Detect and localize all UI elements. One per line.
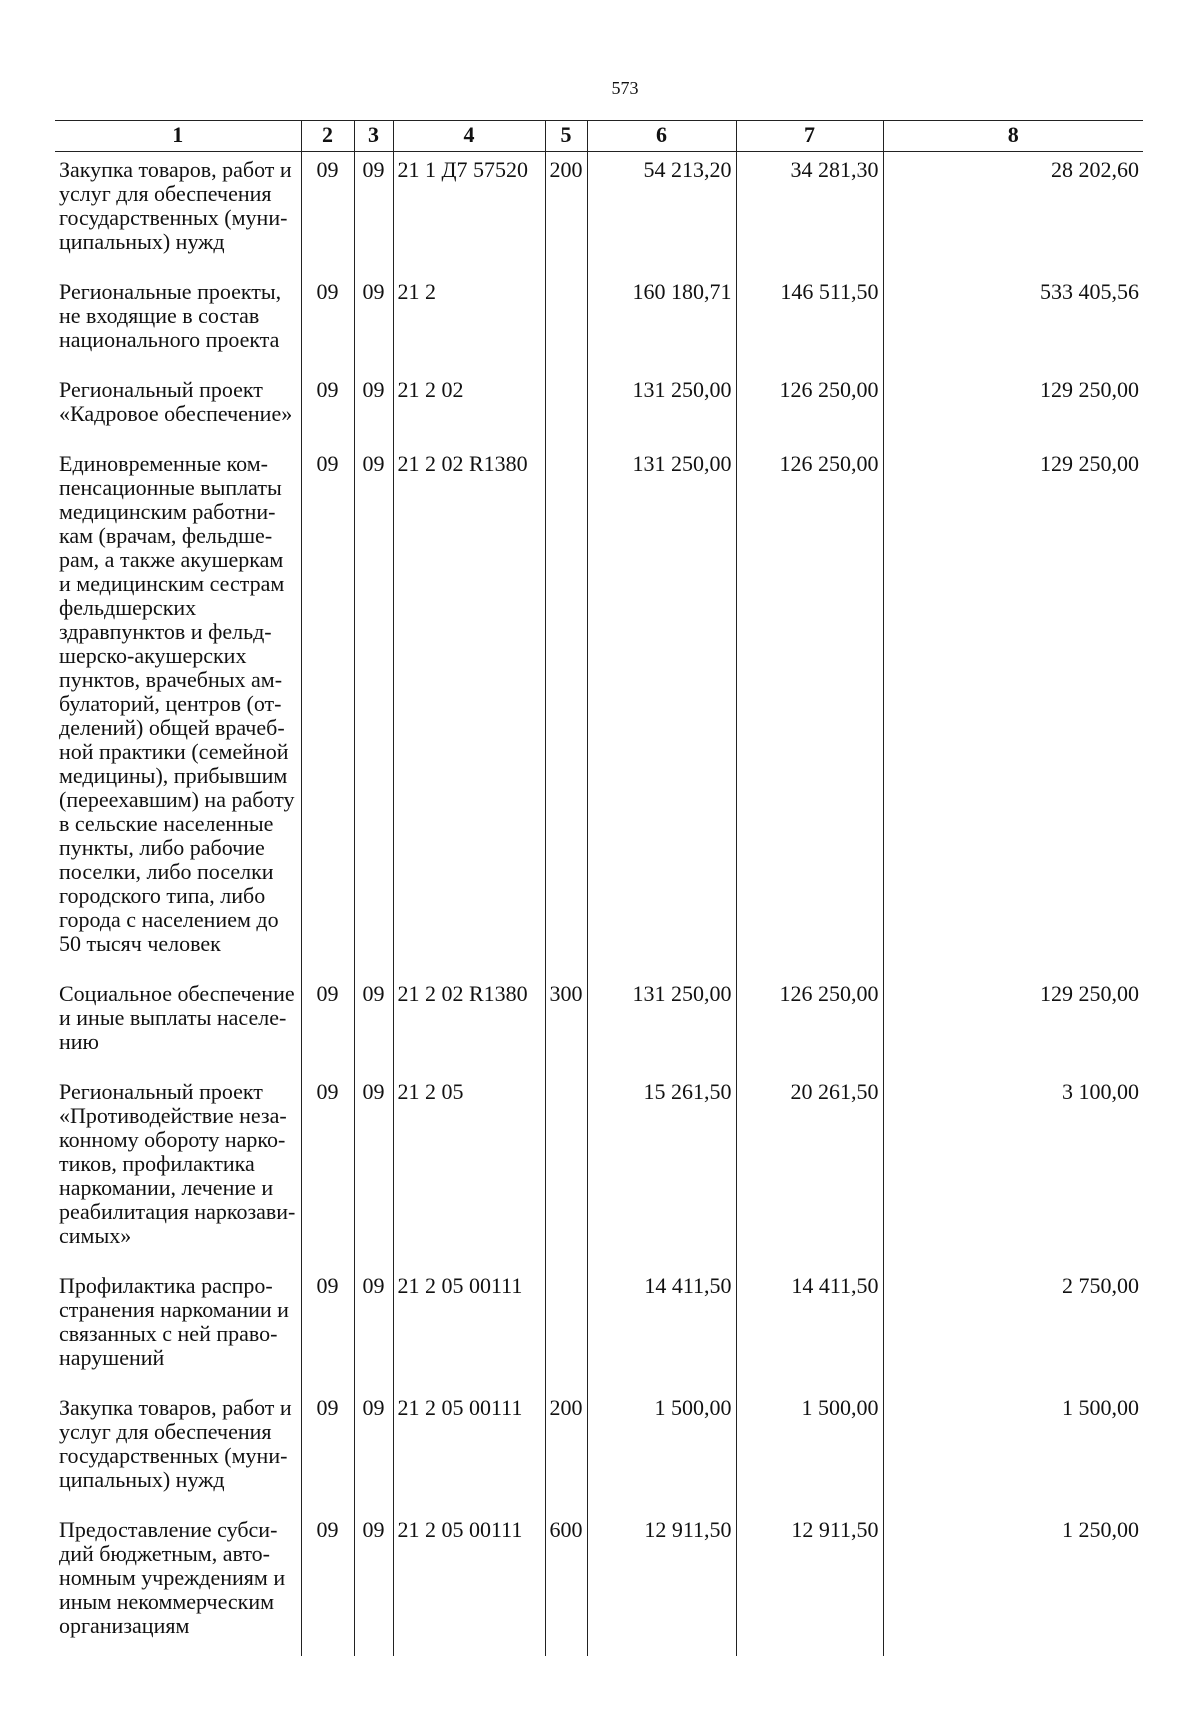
table-row	[55, 372, 1143, 446]
row-amount-2: 34 281,30	[736, 152, 883, 275]
header-col-8: 8	[883, 121, 1143, 152]
row-target-code: 21 2 05	[393, 1074, 545, 1268]
table-body	[55, 152, 1143, 1657]
row-amount-1: 131 250,00	[587, 976, 736, 1074]
row-name: Региональные проекты, не входящие в состав национального проекта	[55, 274, 301, 372]
row-subsection: 09	[354, 976, 393, 1074]
row-amount-1: 160 180,71	[587, 274, 736, 372]
row-amount-2: 20 261,50	[736, 1074, 883, 1268]
header-col-2: 2	[301, 121, 354, 152]
row-expense-type: 300	[545, 976, 587, 1074]
row-section: 09	[301, 372, 354, 446]
row-amount-1: 12 911,50	[587, 1512, 736, 1656]
row-amount-2: 126 250,00	[736, 372, 883, 446]
row-amount-3: 28 202,60	[883, 152, 1143, 275]
row-expense-type: 200	[545, 152, 587, 275]
row-target-code: 21 2 02 R1380	[393, 976, 545, 1074]
row-subsection: 09	[354, 274, 393, 372]
row-amount-1: 15 261,50	[587, 1074, 736, 1268]
row-subsection: 09	[354, 1512, 393, 1656]
header-row	[55, 121, 1143, 152]
row-expense-type	[545, 1268, 587, 1390]
table-row	[55, 1512, 1143, 1656]
row-name: Профилактика распро-странения наркомании и связанных с ней право-нарушений	[55, 1268, 301, 1390]
header-col-6: 6	[587, 121, 736, 152]
row-amount-3: 3 100,00	[883, 1074, 1143, 1268]
row-target-code: 21 2 02 R1380	[393, 446, 545, 976]
row-subsection: 09	[354, 152, 393, 275]
row-subsection: 09	[354, 446, 393, 976]
row-name: Региональный проект «Кадровое обеспечение»	[55, 372, 301, 446]
row-amount-3: 1 500,00	[883, 1390, 1143, 1512]
table-row	[55, 1268, 1143, 1390]
table-row	[55, 152, 1143, 275]
row-expense-type: 200	[545, 1390, 587, 1512]
row-subsection: 09	[354, 1390, 393, 1512]
table-row	[55, 976, 1143, 1074]
row-amount-1: 14 411,50	[587, 1268, 736, 1390]
row-amount-1: 1 500,00	[587, 1390, 736, 1512]
header-col-4: 4	[393, 121, 545, 152]
row-amount-3: 533 405,56	[883, 274, 1143, 372]
row-section: 09	[301, 446, 354, 976]
row-amount-1: 54 213,20	[587, 152, 736, 275]
header-col-3: 3	[354, 121, 393, 152]
budget-table	[55, 120, 1143, 1656]
row-name: Предоставление субси-дий бюджетным, авто-номным учреждениям и иным некоммерческим организациям	[55, 1512, 301, 1656]
header-col-1: 1	[55, 121, 301, 152]
row-name: Закупка товаров, работ и услуг для обеспечения государственных (муни-ципальных) нужд	[55, 1390, 301, 1512]
row-amount-2: 126 250,00	[736, 446, 883, 976]
header-col-7: 7	[736, 121, 883, 152]
row-name: Закупка товаров, работ и услуг для обеспечения государственных (муни-ципальных) нужд	[55, 152, 301, 275]
row-subsection: 09	[354, 1268, 393, 1390]
row-amount-3: 129 250,00	[883, 372, 1143, 446]
row-subsection: 09	[354, 372, 393, 446]
row-section: 09	[301, 1268, 354, 1390]
row-name: Единовременные ком-пенсационные выплаты медицинским работни-кам (врачам, фельдше-рам, а также акушеркам и медицинским сестрам фельдшерских здравпунктов и фельд-шерско-акушерских пунктов, врачебных ам-булаторий, центров (от-делений) общей врачеб-ной практики (семейной медицины), прибывшим (переехавшим) на работу в сельские населенные пункты, либо рабочие поселки, либо поселки городского типа, либо города с населением до 50 тысяч человек	[55, 446, 301, 976]
table-row	[55, 274, 1143, 372]
row-name: Социальное обеспечение и иные выплаты населе-нию	[55, 976, 301, 1074]
row-target-code: 21 2	[393, 274, 545, 372]
table-row	[55, 1390, 1143, 1512]
row-expense-type	[545, 274, 587, 372]
table-row	[55, 446, 1143, 976]
row-amount-1: 131 250,00	[587, 446, 736, 976]
row-expense-type	[545, 446, 587, 976]
row-section: 09	[301, 274, 354, 372]
row-amount-1: 131 250,00	[587, 372, 736, 446]
row-target-code: 21 1 Д7 57520	[393, 152, 545, 275]
table-header	[55, 121, 1143, 152]
row-expense-type: 600	[545, 1512, 587, 1656]
row-target-code: 21 2 05 00111	[393, 1512, 545, 1656]
row-target-code: 21 2 02	[393, 372, 545, 446]
row-amount-3: 2 750,00	[883, 1268, 1143, 1390]
row-section: 09	[301, 1074, 354, 1268]
row-amount-2: 12 911,50	[736, 1512, 883, 1656]
row-name: Региональный проект «Противодействие неза-конному обороту нарко-тиков, профилактика наркомании, лечение и реабилитация наркозави-симых»	[55, 1074, 301, 1268]
row-target-code: 21 2 05 00111	[393, 1390, 545, 1512]
row-section: 09	[301, 1512, 354, 1656]
header-col-5: 5	[545, 121, 587, 152]
row-amount-3: 129 250,00	[883, 976, 1143, 1074]
row-amount-2: 146 511,50	[736, 274, 883, 372]
row-amount-2: 126 250,00	[736, 976, 883, 1074]
page-number: 573	[611, 78, 639, 98]
row-expense-type	[545, 372, 587, 446]
row-amount-3: 1 250,00	[883, 1512, 1143, 1656]
row-amount-3: 129 250,00	[883, 446, 1143, 976]
row-amount-2: 1 500,00	[736, 1390, 883, 1512]
row-expense-type	[545, 1074, 587, 1268]
row-subsection: 09	[354, 1074, 393, 1268]
row-section: 09	[301, 152, 354, 275]
row-section: 09	[301, 976, 354, 1074]
row-target-code: 21 2 05 00111	[393, 1268, 545, 1390]
row-section: 09	[301, 1390, 354, 1512]
row-amount-2: 14 411,50	[736, 1268, 883, 1390]
table-row	[55, 1074, 1143, 1268]
